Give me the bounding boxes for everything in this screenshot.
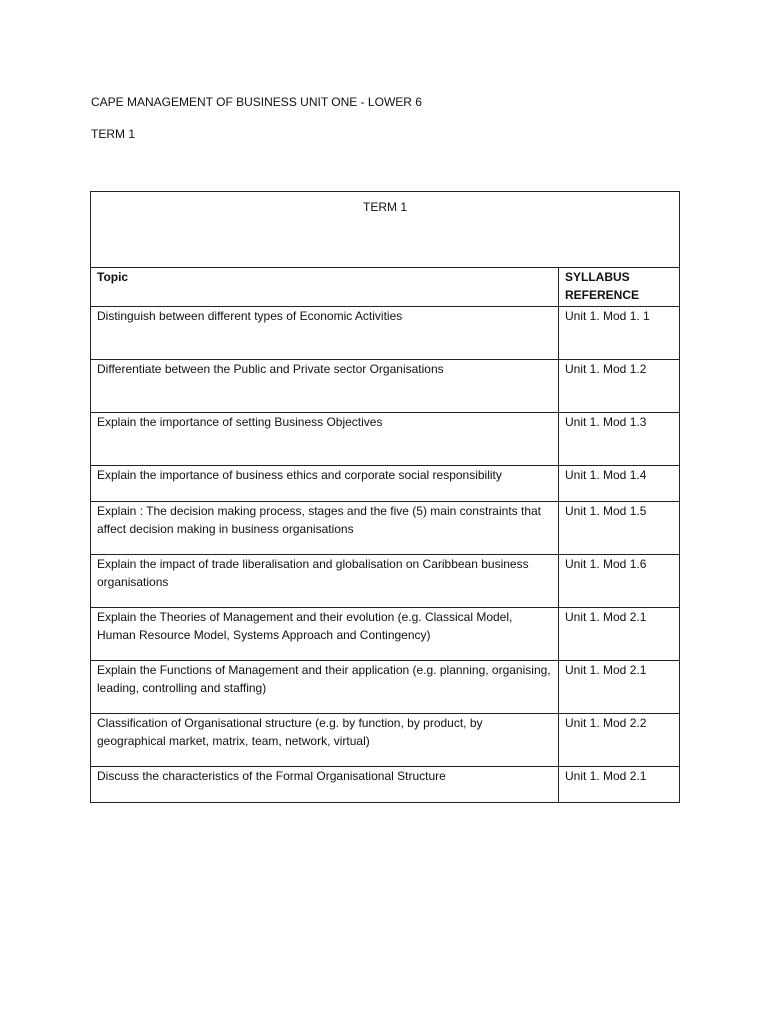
table-row (91, 502, 680, 555)
reference-cell (559, 502, 680, 555)
topic-text: Explain the Functions of Management and their application (e.g. planning, organising, leading, controlling and staffing) (97, 663, 551, 695)
topic-cell (91, 466, 559, 502)
topic-cell (91, 714, 559, 767)
table-row (91, 555, 680, 608)
topic-text: Explain the importance of business ethics and corporate social responsibility (97, 468, 502, 482)
topic-text: Distinguish between different types of Economic Activities (97, 309, 403, 323)
topic-cell (91, 661, 559, 714)
table-row (91, 661, 680, 714)
reference-cell (559, 307, 680, 360)
topic-text: Explain the impact of trade liberalisation and globalisation on Caribbean business organisations (97, 557, 529, 589)
table-row (91, 466, 680, 502)
reference-text: Unit 1. Mod 1.4 (565, 468, 647, 482)
header-topic-cell (91, 268, 559, 307)
reference-cell (559, 714, 680, 767)
reference-cell (559, 360, 680, 413)
reference-text: Unit 1. Mod 1.3 (565, 415, 647, 429)
term-schedule-table (90, 191, 680, 803)
topic-cell (91, 555, 559, 608)
reference-text: Unit 1. Mod 1.5 (565, 504, 647, 518)
topic-text: Explain the Theories of Management and their evolution (e.g. Classical Model, Human Resource Model, Systems Approach and Contingency) (97, 610, 513, 642)
reference-text: Unit 1. Mod 2.2 (565, 716, 647, 730)
topic-text: Classification of Organisational structure (e.g. by function, by product, by geographical market, matrix, team, network, virtual) (97, 716, 483, 748)
topic-cell (91, 767, 559, 803)
table-row (91, 714, 680, 767)
reference-cell (559, 608, 680, 661)
reference-text: Unit 1. Mod 1.2 (565, 362, 647, 376)
topic-cell (91, 413, 559, 466)
document-title: CAPE MANAGEMENT OF BUSINESS UNIT ONE - LOWER 6 (91, 95, 422, 109)
table-row (91, 608, 680, 661)
reference-cell (559, 767, 680, 803)
table-row (91, 767, 680, 803)
reference-cell (559, 555, 680, 608)
topic-cell (91, 307, 559, 360)
topic-cell (91, 360, 559, 413)
reference-text: Unit 1. Mod 1.6 (565, 557, 647, 571)
topic-cell (91, 502, 559, 555)
topic-text: Explain the importance of setting Business Objectives (97, 415, 383, 429)
table-row (91, 360, 680, 413)
topic-text: Differentiate between the Public and Private sector Organisations (97, 362, 444, 376)
reference-text: Unit 1. Mod 2.1 (565, 663, 647, 677)
table-title-row (91, 192, 680, 268)
table-title-cell (91, 192, 680, 268)
topic-text: Discuss the characteristics of the Formal Organisational Structure (97, 769, 446, 783)
reference-text: Unit 1. Mod 2.1 (565, 610, 647, 624)
table-title: TERM 1 (363, 200, 408, 214)
table-row (91, 413, 680, 466)
reference-text: Unit 1. Mod 2.1 (565, 769, 647, 783)
reference-text: Unit 1. Mod 1. 1 (565, 309, 650, 323)
reference-cell (559, 466, 680, 502)
reference-cell (559, 661, 680, 714)
table-header-row (91, 268, 680, 307)
topic-cell (91, 608, 559, 661)
table-row (91, 307, 680, 360)
reference-cell (559, 413, 680, 466)
header-reference: SYLLABUS REFERENCE (565, 270, 640, 302)
topic-text: Explain : The decision making process, stages and the five (5) main constraints that affect decision making in business organisations (97, 504, 542, 536)
header-topic: Topic (97, 270, 129, 284)
term-label: TERM 1 (91, 127, 136, 141)
header-reference-cell (559, 268, 680, 307)
